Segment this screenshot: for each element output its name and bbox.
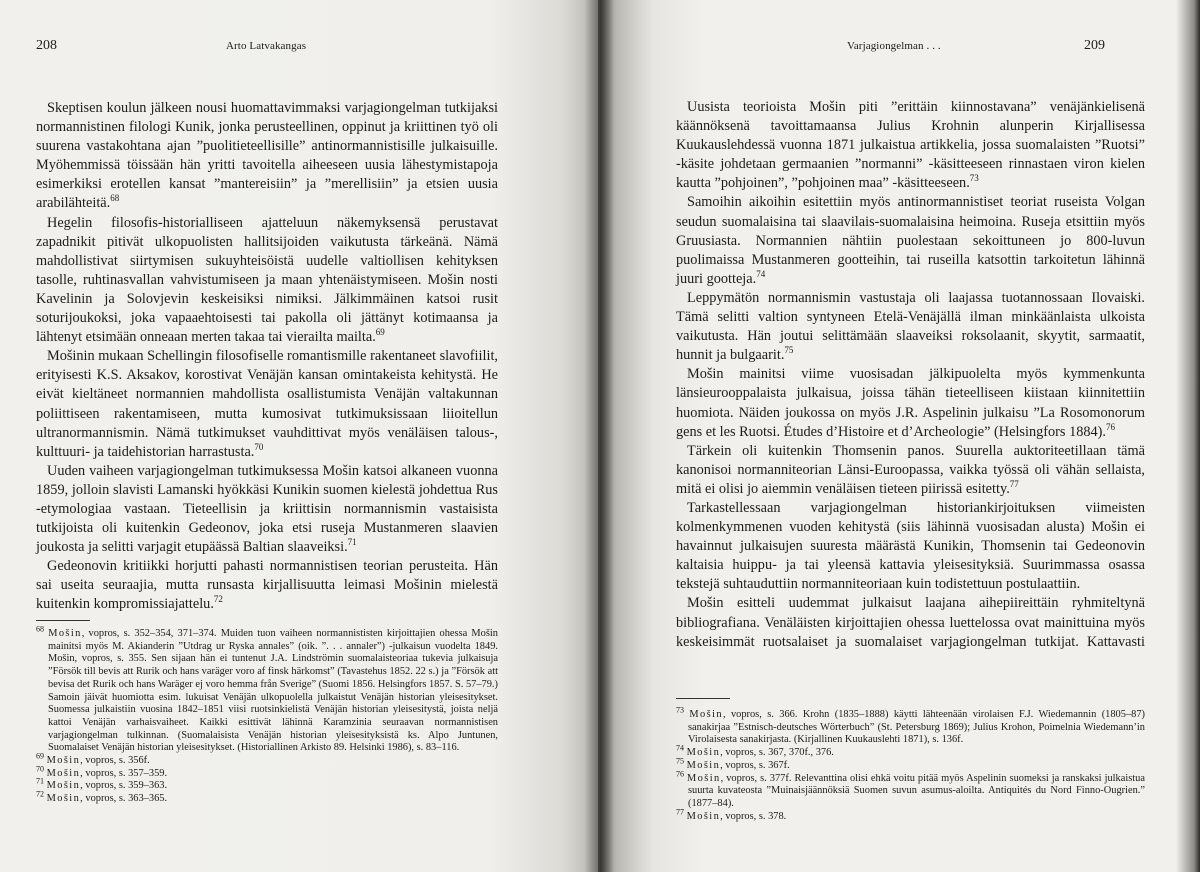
footnote-ref: 68 — [110, 193, 120, 204]
footnote-ref: 76 — [1106, 421, 1116, 432]
paragraph: Skeptisen koulun jälkeen nousi huomattavimmaksi varjagiongelman tutkijaksi normannistinen filologi Kunik, jonka perusteellinen, oppinut ja kriittinen työ oli suurena vastakohtana ajan ”puolitieteellisille” antinormannistisille julkaisuille. Myöhemmissä töissään hän yritti tavoitella aiheeseen uusia lähestymistapoja esimerkiksi erotellen kansat ”mantereisiin” ja ”merellisiin” ja etsien uusia arabilähteitä.$^{68}$ — [36, 100, 498, 212]
paragraph: Gedeonovin kritiikki horjutti pahasti normannistisen teorian perusteita. Hän sai useita seuraajia, mutta runsasta kirjallisuutta leimasi Mošinin mielestä kuitenkin kompromissiajattelu.$^{72}$ — [36, 558, 498, 613]
footnote-ref: 72 — [213, 594, 223, 605]
footnote-ref: 73 — [969, 173, 979, 184]
left-running-head: Arto Latvakangas — [226, 40, 307, 52]
paragraph: Leppymätön normannismin vastustaja oli laajassa tuotannossaan Ilovaiski. Tämä selitti valtion syntyneen Etelä-Venäjällä ilman minkäänlaista ulkoista vaikutusta. Hän joutui selittämään slaaveiksi roksolaanit, skyytit, sarmaatit, hunnit ja bulgaarit.$^{75}$ — [676, 289, 1145, 364]
footnote: $^{77}$ Mošin, vopros, s. 378. — [676, 807, 787, 822]
paragraph: Mošinin mukaan Schellingin filosofiselle romantismille rakentaneet slavofiilit, erityisesti K.S. Aksakov, korostivat Venäjän kansan omintakeista kehitystä. He eivät kieltäneet normannien mahdollista osallistumista Venäjän valtakunnan poliittiseen rakentamiseen, mutta kumosivat tutkimuksissaan liioitellun ultranormannismin. Nämä tutkimukset vauhdittivat myös venäläisen talous-, kulttuuri- ja taidehistorian harrastusta.$^{70}$ — [36, 348, 498, 460]
footnote: $^{76}$ Mošin, vopros, s. 377f. Relevanttina olisi ehkä voitu pitää myös Aspelinin suomeksi ja ranskaksi julkaistua suurta kuvateosta ”Muinaisjäännöksiä Suomen suvun asumus-aloilta. Antiquités du Nord Finno-Ougrien.” (1877–84). — [676, 769, 1145, 809]
left-page-number: 208 — [36, 38, 57, 53]
footnote-ref: 71 — [347, 537, 357, 548]
footnote: $^{72}$ Mošin, vopros, s. 363–365. — [36, 789, 168, 805]
footnote: $^{70}$ Mošin, vopros, s. 357–359. — [36, 764, 168, 779]
right-body-text — [676, 98, 1145, 652]
right-footnotes — [676, 705, 1145, 823]
footnote: $^{73}$ Mošin, vopros, s. 366. Krohn (1835–1888) käytti lähteenään virolaisen F.J. Wiedemannin (1805–87) sanakirjaa ”Estnisch-deutsches Wörterbuch” (St. Petersburg 1869); Julius Krohon, Poimelnia Wiedemann’in Virolaisesta sanakirjasta. (Kirjallinen Kuukauslehti 1871), s. 136f. — [676, 705, 1145, 746]
left-body-text — [36, 99, 498, 615]
footnote-ref: 69 — [375, 327, 385, 338]
paragraph: Tarkastellessaan varjagiongelman historiankirjoituksen viimeisten kolmenkymmenen vuoden kehitystä (siis lähinnä vuosisadan alusta) Mošin ei havainnut julkaisujen suuresta määrästä Kunikin, Thomsenin tai Gedeonovin kaltaisia huippu- ja tai yleensä kattavia yleisesityksiä. Suurimmassa osassa tekstejä suhtauduttiin normanniteoriaan kuin todistettuun postulaattiin. — [676, 499, 1145, 593]
paragraph: Uuden vaiheen varjagiongelman tutkimuksessa Mošin katsoi alkaneen vuonna 1859, jolloin slavisti Lamanski hyökkäsi Kunikin suomen kielestä johdettua Rus -etymologiaa vastaan. Tieteellisin ja kriittisin normannismin vastaisista tutkijoista oli kuitenkin Gedeonov, joka etsi ruseja Mustanmeren slaavien joukosta ja selitti varjagit etupäässä Baltian slaaveiksi.$^{71}$ — [36, 462, 498, 556]
right-page-number: 209 — [1084, 38, 1105, 53]
left-footnotes — [36, 624, 498, 806]
footnote-divider — [36, 620, 90, 621]
footnote-ref: 70 — [254, 441, 264, 452]
footnote-ref: 77 — [1009, 479, 1019, 490]
paragraph: Mošin mainitsi viime vuosisadan jälkipuolelta myös kymmenkunta länsieurooppalaista julkaisua, joissa tähän tieteelliseen kiistaan kiinnitettiin huomiota. Näiden joukossa on myös J.R. Aspelinin julkaisu ”La Rosomonorum gens et les Ruotsi. Études d’Histoire et d’Archeologie” (Helsingfors 1884).$^{76}$ — [676, 366, 1145, 440]
right-running-head: Varjagiongelman . . . — [847, 40, 941, 52]
footnote: $^{69}$ Mošin, vopros, s. 356f. — [36, 751, 150, 767]
left-page — [0, 0, 598, 872]
footnote-ref: 75 — [784, 345, 794, 356]
footnote-ref: 74 — [756, 269, 766, 280]
footnote-divider — [676, 698, 730, 699]
paragraph: Hegelin filosofis-historialliseen ajatteluun näkemyksensä perustavat zapadnikit pitivät ulkopuolisten hallitsijoiden vaikutusta tärkeänä. Nämä mahdollistivat siirtymisen sukuyhteisöistä uudelle valtiollisen kehityksen tasolle, ruhtinasvallan vahvistumiseen ja maan yhtenäistymiseen. Mošin nosti Kavelinin ja Solovjevin keskeisiksi nimiksi. Jälkimmäinen katsoi rusit soturijoukoksi, joka vapaaehtoisesti tai pakolla oli jättänyt kotimaansa ja lähtenyt etsimään onneaan merten takaa tai vierailta mailta.$^{69}$ — [36, 214, 498, 346]
footnote: $^{68}$ Mošin, vopros, s. 352–354, 371–374. Muiden tuon vaiheen normannististen kirjoittajien ohessa Mošin mainitsi myös M. Akianderin ”Utdrag ur Ryska annales” (oik. ”. . . annaler”) -julkaisun vuodelta 1849. Mošin, vopros, s. 355. Sen sijaan hän ei tuntenut J.A. Lindströmin suomalaisteoriaa tukevia julkaisuja ”Försök till bevis att Rurik och hans varäger voro af finsk härkomst” (Tavastehus 1852. 22 s.) ja ”Försök att bevisa det Rurik och hans Waräger ej voro hemma från Sverige” (Suomi 1856. Helsingfors 1857. S. 57–79.) Samoin jäivät huomiotta esim. lukuisat Venäjän ulkopuolella julkaistut Venäjän historian yleisesitykset. Suomessa julkaistiin vuosina 1842–1851 viisi ruotsinkielistä Venäjän historian yleisesitystä, joista neljä kattoi Venäjän varhaisvaiheet. Kaikki esittivät lähinnä Karamzinia seuraavan normannistisen varjagiongelman tulkinnan. (Suomalaisista Venäjän historian yleisesityksistä ks. Alpo Juntunen, Suomalaiset Venäjän historian yleisesitykset. (Historiallinen Arkisto 89. Helsinki 1986), s. 83–116. — [36, 624, 498, 754]
footnote: $^{71}$ Mošin, vopros, s. 359–363. — [36, 776, 168, 792]
footnote: $^{75}$ Mošin, vopros, s. 367f. — [676, 756, 790, 771]
paragraph: Uusista teorioista Mošin piti ”erittäin kiinnostavana” venäjänkielisenä käännöksenä tavoittamaansa Julius Krohnin alunperin Kirjallisessa Kuukauslehdessä vuonna 1871 julkaistua artikkelia, jossa suomalaisten ”Ruotsi” -käsite johdetaan germaanien ”normanni” -käsitteeseen rinnastaen viron kielen kautta ”pohjoinen”, ”pohjoinen maa” -käsitteeseen.$^{73}$ — [676, 99, 1145, 192]
paragraph: Tärkein oli kuitenkin Thomsenin panos. Suurella auktoriteetillaan tämä kanonisoi normanniteorian Länsi-Euroopassa, vaikka työssä oli vähän sellaista, mitä ei olisi jo aiemmin venäläisen tieteen piirissä esitetty.$^{77}$ — [676, 442, 1145, 497]
paragraph: Samoihin aikoihin esitettiin myös antinormannistiset teoriat ruseista Volgan seudun suomalaisina tai slaavilais-suomalaisina heimoina. Ruseja etsittiin myös Gruusiasta. Normannien nähtiin puolestaan sekoittuneen jo 800-luvun puolimaissa Mustanmeren gootteihin, tai ruseilla katsottin tarkoitetun lähinnä juuri gootteja.$^{74}$ — [676, 194, 1145, 287]
footnote: $^{74}$ Mošin, vopros, s. 367, 370f., 376. — [676, 743, 834, 759]
paragraph: Mošin esitteli uudemmat julkaisut laajana aihepiireittäin ryhmiteltynä bibliografiana. Venäläisten kirjoittajien ohessa luettelossa ovat mainittuina myös keskeisimmät ruotsalaiset ja suomalaiset varjagiongelman tutkijat. Kattavasti — [676, 595, 1145, 650]
right-page — [598, 0, 1200, 872]
